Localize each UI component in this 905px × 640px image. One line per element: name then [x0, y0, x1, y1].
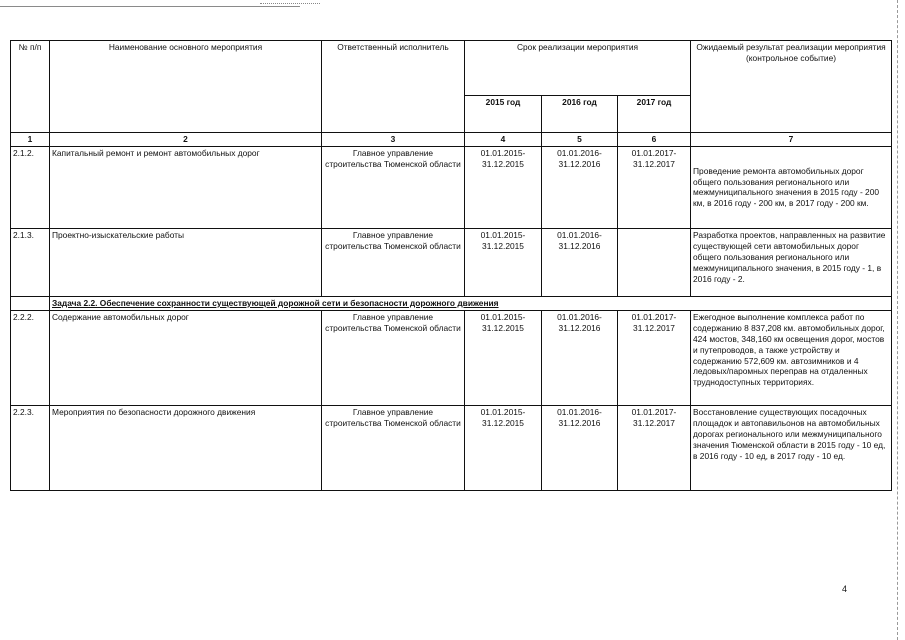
- row-number: 2.2.2.: [11, 310, 50, 405]
- page-number: 4: [842, 584, 848, 594]
- table-row: [11, 310, 892, 405]
- row-result: Ежегодное выполнение комплекса работ по содержанию 8 837,208 км. автомобильных дорог, 424 мостов, 348,160 км освещения дорог, мостов и путепроводов, а также устройству и содержанию 572,609 км. автозимников и 4 ледовых/паромных переправ на отдаленных труднодоступных территориях.: [691, 310, 892, 405]
- col-number: 3: [322, 133, 465, 147]
- table-row: [11, 146, 892, 228]
- row-period-2016: 01.01.2016-31.12.2016: [542, 146, 618, 228]
- row-number: 2.1.3.: [11, 228, 50, 296]
- row-period-2016: 01.01.2016-31.12.2016: [542, 228, 618, 296]
- header-executor: Ответственный исполнитель: [322, 41, 465, 133]
- task-row: [11, 296, 892, 310]
- scan-top-dots: [260, 3, 320, 4]
- row-name: Мероприятия по безопасности дорожного движения: [50, 405, 322, 490]
- row-period-2015: 01.01.2015-31.12.2015: [465, 405, 542, 490]
- col-number: 4: [465, 133, 542, 147]
- row-period-2015: 01.01.2015-31.12.2015: [465, 228, 542, 296]
- row-number: 2.1.2.: [11, 146, 50, 228]
- scan-top-line: [0, 6, 300, 7]
- col-number: 2: [50, 133, 322, 147]
- row-result: Проведение ремонта автомобильных дорог общего пользования регионального или межмуниципального значения в 2015 году - 200 км, в 2016 году - 200 км, в 2017 году - 200 км.: [691, 146, 892, 228]
- row-period-2015: 01.01.2015-31.12.2015: [465, 146, 542, 228]
- scan-right-edge: [897, 0, 898, 640]
- row-executor: Главное управление строительства Тюменской области: [322, 146, 465, 228]
- row-period-2017: [618, 228, 691, 296]
- header-period: Срок реализации мероприятия: [465, 41, 691, 96]
- header-num: № п/п: [11, 41, 50, 133]
- task-num-cell: [11, 296, 50, 310]
- col-number: 5: [542, 133, 618, 147]
- row-name: Проектно-изыскательские работы: [50, 228, 322, 296]
- row-period-2016: 01.01.2016-31.12.2016: [542, 310, 618, 405]
- header-row-1: [11, 41, 892, 96]
- row-result: Восстановление существующих посадочных площадок и автопавильонов на автомобильных дорогах регионального или межмуниципального значения Тюменской области в 2015 году - 10 ед, в 2016 году - 10 ед, в 2017 году - 10 ед.: [691, 405, 892, 490]
- row-result: Разработка проектов, направленных на развитие существующей сети автомобильных дорог общего пользования регионального или межмуниципального значения, в 2015 году - 1, в 2016 году - 2.: [691, 228, 892, 296]
- measures-table: [10, 40, 892, 491]
- row-executor: Главное управление строительства Тюменской области: [322, 405, 465, 490]
- row-name: Содержание автомобильных дорог: [50, 310, 322, 405]
- col-number: 6: [618, 133, 691, 147]
- table-row: [11, 228, 892, 296]
- row-executor: Главное управление строительства Тюменской области: [322, 310, 465, 405]
- row-period-2017: 01.01.2017-31.12.2017: [618, 405, 691, 490]
- row-period-2015: 01.01.2015-31.12.2015: [465, 310, 542, 405]
- task-title: Задача 2.2. Обеспечение сохранности существующей дорожной сети и безопасности дорожного движения: [50, 296, 892, 310]
- row-period-2016: 01.01.2016-31.12.2016: [542, 405, 618, 490]
- table-row: [11, 405, 892, 490]
- col-number: 1: [11, 133, 50, 147]
- header-year-2015: 2015 год: [465, 96, 542, 133]
- row-period-2017: 01.01.2017-31.12.2017: [618, 310, 691, 405]
- header-result: Ожидаемый результат реализации мероприятия (контрольное событие): [691, 41, 892, 133]
- header-name: Наименование основного мероприятия: [50, 41, 322, 133]
- row-name: Капитальный ремонт и ремонт автомобильных дорог: [50, 146, 322, 228]
- row-period-2017: 01.01.2017-31.12.2017: [618, 146, 691, 228]
- column-numbers-row: [11, 133, 892, 147]
- header-year-2017: 2017 год: [618, 96, 691, 133]
- col-number: 7: [691, 133, 892, 147]
- row-number: 2.2.3.: [11, 405, 50, 490]
- row-executor: Главное управление строительства Тюменской области: [322, 228, 465, 296]
- header-year-2016: 2016 год: [542, 96, 618, 133]
